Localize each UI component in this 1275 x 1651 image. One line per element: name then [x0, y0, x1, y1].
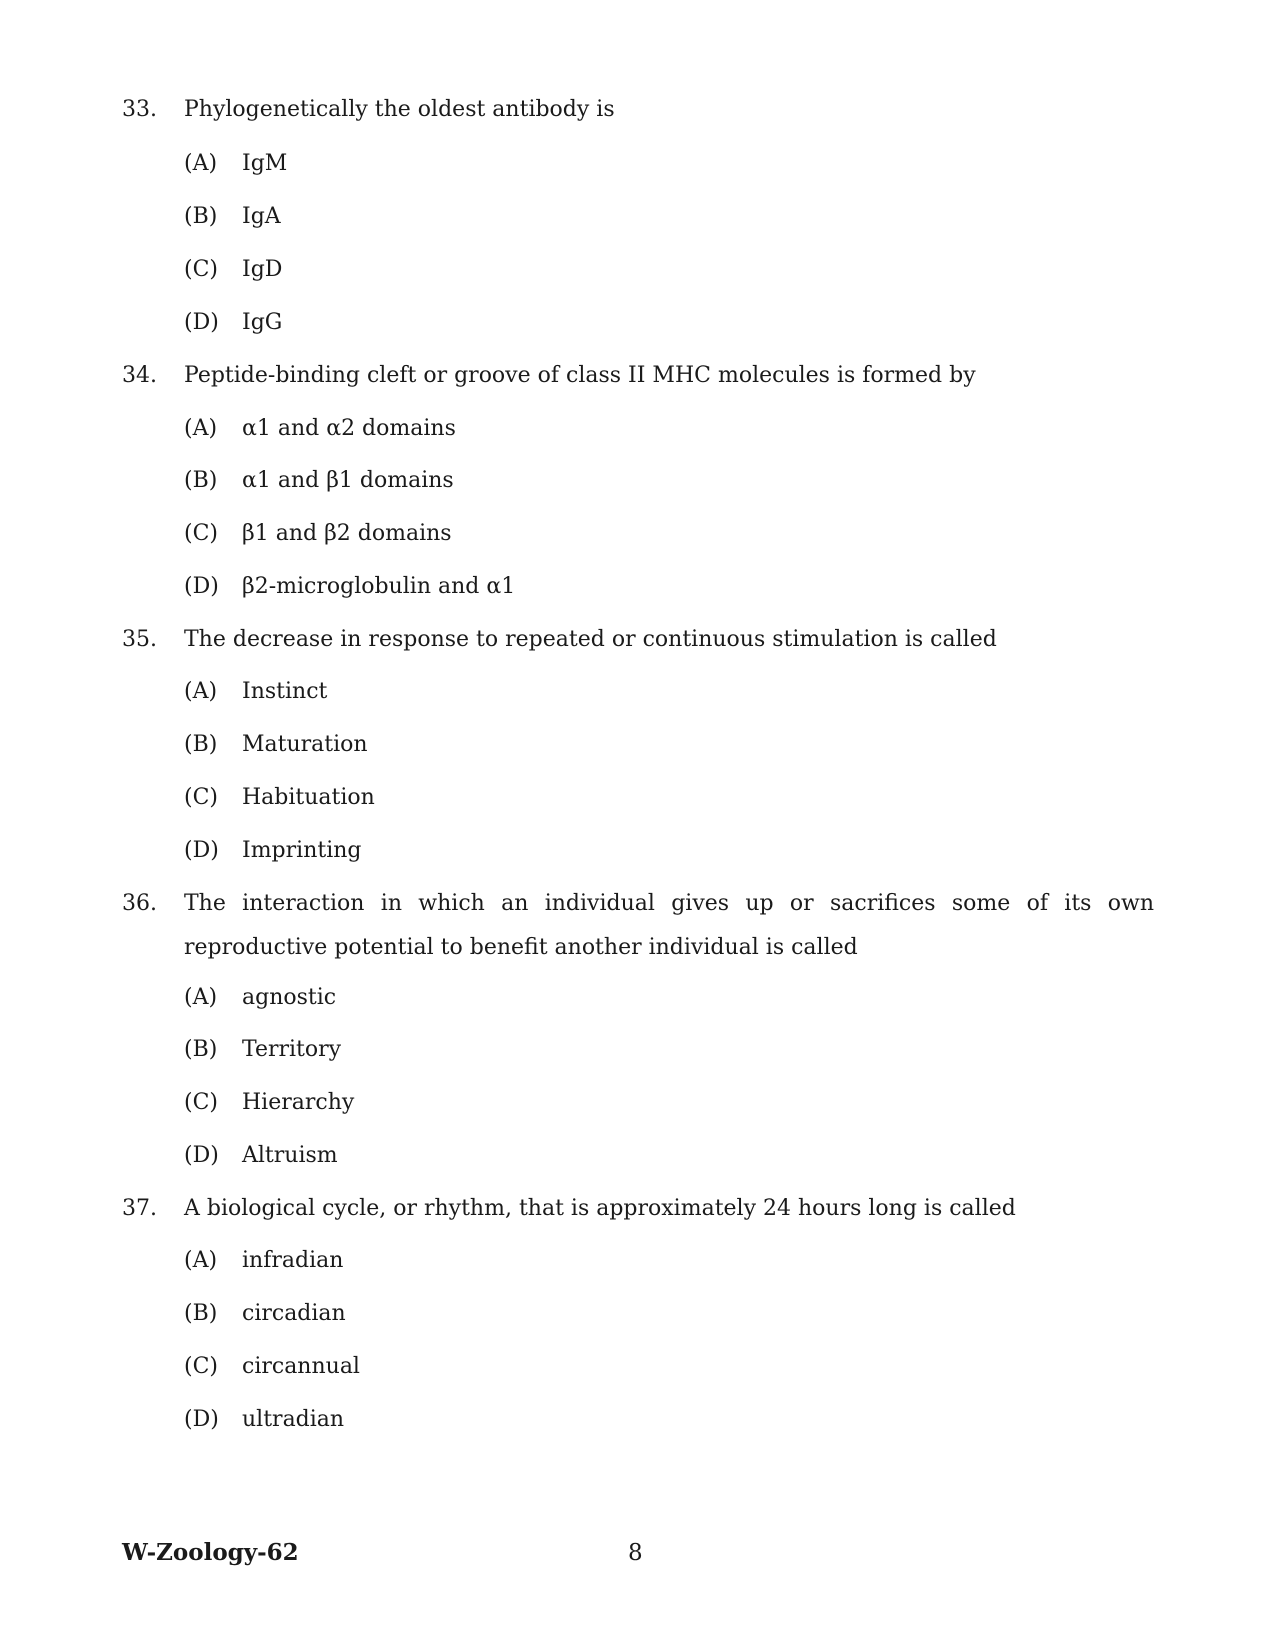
option-text: β2-microglobulin and α1 [242, 574, 516, 599]
question-number: 34. [122, 363, 157, 388]
question-text: The interaction in which an individual gives up or sacrifices some of its own reproductive potential to benefit another individual is called [184, 891, 1154, 960]
option-text: IgG [242, 310, 283, 335]
option-label: (B) [184, 1301, 218, 1326]
option-label: (A) [184, 151, 218, 176]
option-label: (B) [184, 1037, 218, 1062]
option-label: (B) [184, 468, 218, 493]
option-label: (C) [184, 1354, 218, 1379]
option-text: Habituation [242, 785, 375, 810]
option-label: (C) [184, 257, 218, 282]
option-text: circannual [242, 1354, 360, 1379]
question-text: Phylogenetically the oldest antibody is [184, 97, 615, 122]
question-number: 33. [122, 97, 157, 122]
page-number: 8 [628, 1540, 643, 1566]
option-text: IgA [242, 204, 281, 229]
option-text: α1 and α2 domains [242, 416, 456, 441]
option-text: Imprinting [242, 838, 362, 863]
option-text: infradian [242, 1248, 344, 1273]
question-text: Peptide-binding cleft or groove of class II MHC molecules is formed by [184, 363, 976, 388]
option-label: (D) [184, 1407, 219, 1432]
option-label: (B) [184, 732, 218, 757]
option-text: Maturation [242, 732, 368, 757]
option-label: (A) [184, 985, 218, 1010]
question-number: 36. [122, 891, 157, 916]
option-label: (C) [184, 1090, 218, 1115]
question-text: A biological cycle, or rhythm, that is approximately 24 hours long is called [184, 1196, 1016, 1221]
option-text: Hierarchy [242, 1090, 355, 1115]
option-text: ultradian [242, 1407, 345, 1432]
question-number: 35. [122, 627, 157, 652]
option-text: IgM [242, 151, 288, 176]
option-label: (A) [184, 679, 218, 704]
option-label: (C) [184, 785, 218, 810]
option-label: (C) [184, 521, 218, 546]
option-text: Territory [242, 1037, 342, 1062]
paper-code: W-Zoology-62 [122, 1539, 299, 1566]
option-text: α1 and β1 domains [242, 468, 454, 493]
option-label: (A) [184, 416, 218, 441]
option-label: (D) [184, 574, 219, 599]
option-label: (B) [184, 204, 218, 229]
option-label: (D) [184, 1143, 219, 1168]
option-label: (D) [184, 838, 219, 863]
question-number: 37. [122, 1196, 157, 1221]
option-text: Instinct [242, 679, 328, 704]
option-text: circadian [242, 1301, 346, 1326]
option-label: (D) [184, 310, 219, 335]
option-text: IgD [242, 257, 283, 282]
option-text: β1 and β2 domains [242, 521, 452, 546]
option-text: agnostic [242, 985, 337, 1010]
option-text: Altruism [242, 1143, 338, 1168]
option-label: (A) [184, 1248, 218, 1273]
question-text: The decrease in response to repeated or continuous stimulation is called [184, 627, 997, 652]
